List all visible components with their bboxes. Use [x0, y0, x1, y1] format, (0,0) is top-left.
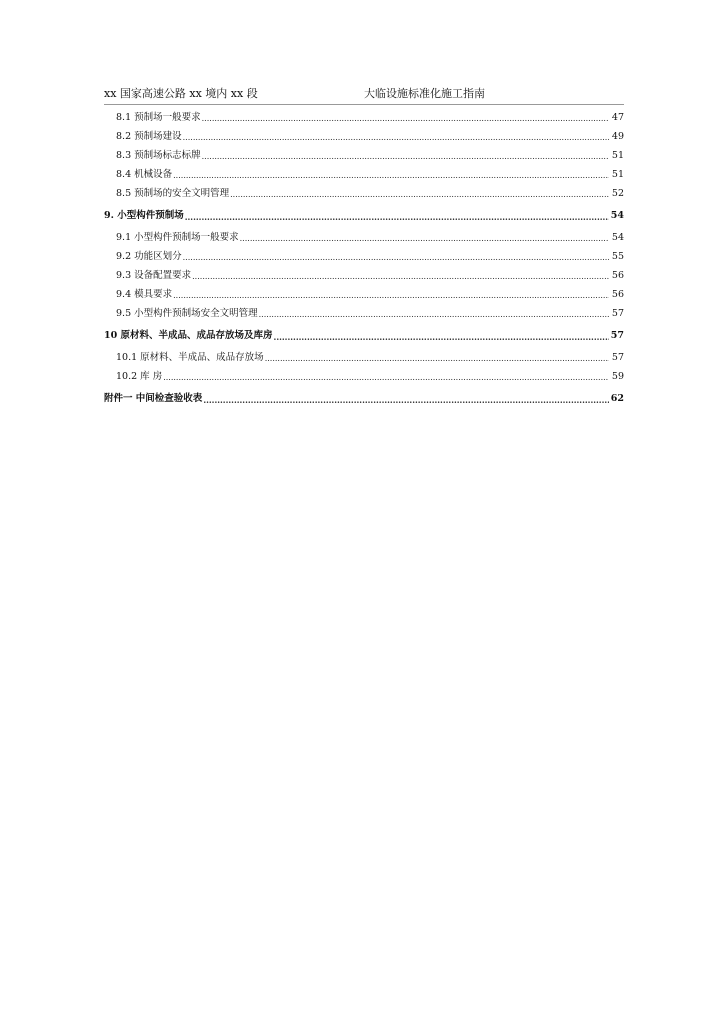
toc-entry-title: 10.2 库 房	[116, 371, 163, 382]
toc-entry-title: 9.4 模具要求	[116, 289, 173, 300]
toc-entry-page: 51	[611, 169, 624, 180]
toc-entry[interactable]	[104, 282, 624, 301]
toc-leader-dots	[274, 330, 609, 342]
toc-leader-dots	[265, 352, 609, 364]
toc-chapter-page: 62	[610, 393, 624, 404]
toc-entry[interactable]	[104, 345, 624, 364]
toc-entry-title: 9.3 设备配置要求	[116, 270, 192, 281]
toc-entry-title: 8.2 预制场建设	[116, 131, 182, 142]
toc-entry-page: 51	[611, 150, 624, 161]
header-left-text: xx 国家高速公路 xx 境内 xx 段	[104, 87, 258, 100]
toc-chapter[interactable]	[104, 200, 624, 225]
toc-entry-page: 47	[611, 112, 624, 123]
toc-entry-page: 57	[611, 352, 624, 363]
toc-leader-dots	[173, 169, 609, 181]
toc-chapter-title: 10 原材料、半成品、成品存放场及库房	[104, 330, 273, 341]
toc-entry[interactable]	[104, 181, 624, 200]
toc-entry-title: 8.1 预制场一般要求	[116, 112, 201, 123]
toc-leader-dots	[202, 150, 609, 162]
toc-leader-dots	[173, 289, 609, 301]
toc-chapter-page: 57	[610, 330, 624, 341]
toc-chapter[interactable]	[104, 320, 624, 345]
toc-entry-page: 56	[611, 289, 624, 300]
toc-leader-dots	[230, 188, 609, 200]
toc-entry-title: 9.5 小型构件预制场安全文明管理	[116, 308, 258, 319]
toc-entry-title: 9.2 功能区划分	[116, 251, 182, 262]
toc-chapter-page: 54	[610, 210, 624, 221]
toc-entry[interactable]	[104, 244, 624, 263]
toc-entry-page: 57	[611, 308, 624, 319]
toc-entry-page: 56	[611, 270, 624, 281]
toc-entry[interactable]	[104, 301, 624, 320]
toc-entry-title: 8.4 机械设备	[116, 169, 173, 180]
toc-entry[interactable]	[104, 143, 624, 162]
toc-entry-title: 8.3 预制场标志标牌	[116, 150, 201, 161]
toc-entry[interactable]	[104, 263, 624, 282]
toc-chapter-title: 附件一 中间检查验收表	[104, 393, 203, 404]
toc-entry[interactable]	[104, 105, 624, 124]
toc-entry-page: 54	[611, 232, 624, 243]
table-of-contents	[104, 105, 624, 408]
toc-entry[interactable]	[104, 225, 624, 244]
page-header	[104, 86, 624, 102]
toc-entry-page: 49	[611, 131, 624, 142]
toc-entry-title: 10.1 原材料、半成品、成品存放场	[116, 352, 264, 363]
toc-entry[interactable]	[104, 364, 624, 383]
toc-entry-page: 55	[611, 251, 624, 262]
toc-entry-page: 52	[611, 188, 624, 199]
toc-leader-dots	[259, 308, 609, 320]
toc-leader-dots	[203, 393, 609, 405]
toc-leader-dots	[163, 371, 609, 383]
toc-entry-title: 8.5 预制场的安全文明管理	[116, 188, 230, 199]
toc-entry-title: 9.1 小型构件预制场一般要求	[116, 232, 239, 243]
toc-leader-dots	[183, 131, 609, 143]
toc-chapter-title: 9. 小型构件预制场	[104, 210, 184, 221]
toc-leader-dots	[183, 251, 609, 263]
header-right-text: 大临设施标准化施工指南	[364, 87, 485, 100]
toc-entry[interactable]	[104, 124, 624, 143]
toc-chapter[interactable]	[104, 383, 624, 408]
toc-entry[interactable]	[104, 162, 624, 181]
toc-leader-dots	[185, 210, 609, 222]
toc-entry-page: 59	[611, 371, 624, 382]
toc-leader-dots	[202, 112, 609, 124]
toc-leader-dots	[240, 232, 609, 244]
toc-leader-dots	[192, 270, 609, 282]
